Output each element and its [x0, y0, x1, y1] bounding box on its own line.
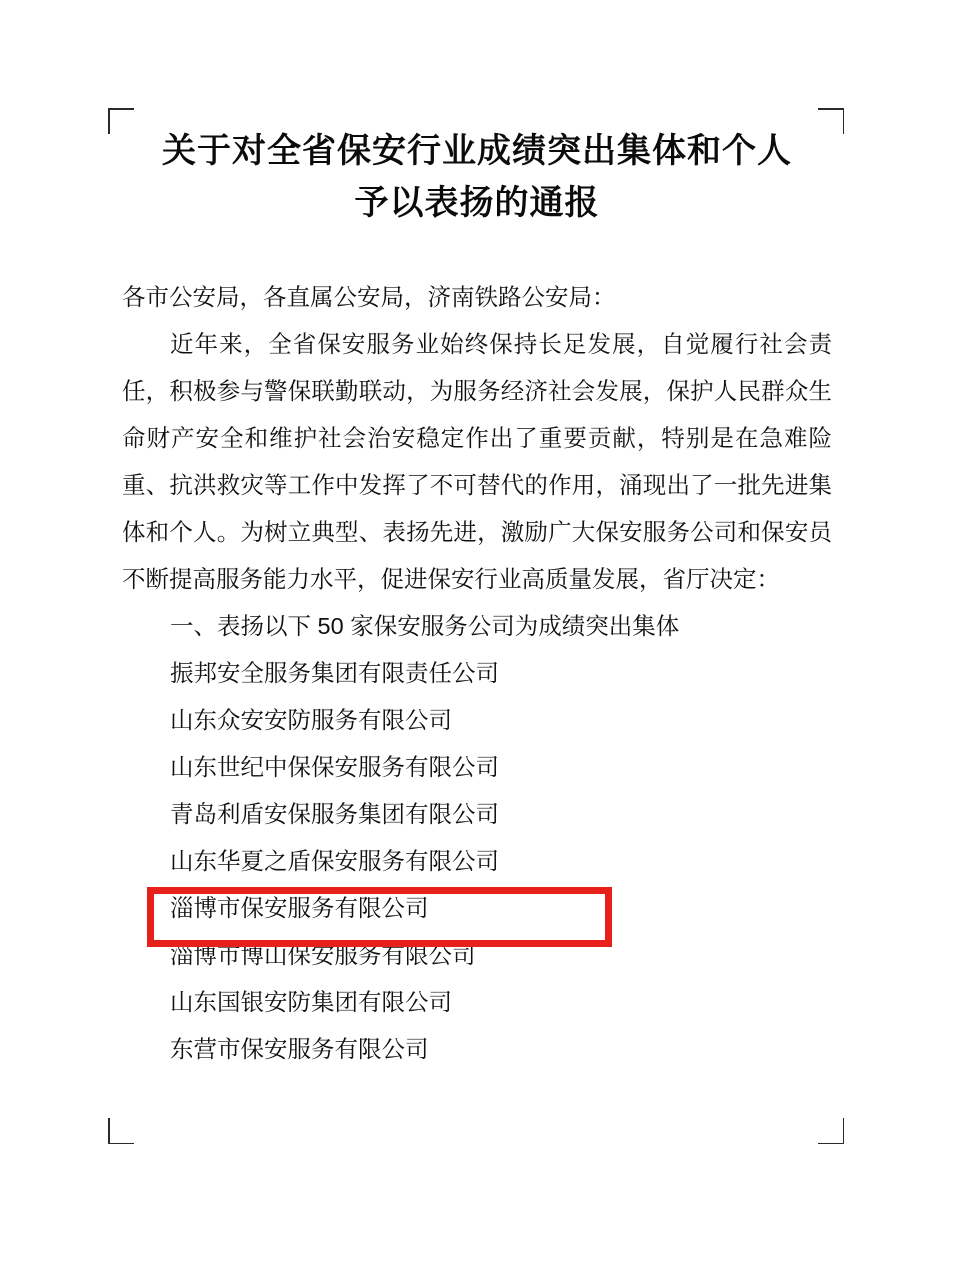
- crop-mark-bottom-right: [818, 1118, 844, 1144]
- list-item: 东营市保安服务有限公司: [170, 1036, 429, 1062]
- company-list: [122, 650, 832, 1073]
- list-item: 山东众安安防服务有限公司: [170, 707, 452, 733]
- salutation-line: 各市公安局，各直属公安局，济南铁路公安局：: [122, 284, 616, 310]
- list-item: 青岛利盾安保服务集团有限公司: [170, 801, 499, 827]
- highlighted-list-item-wrapper: [122, 885, 832, 932]
- list-item: 山东华夏之盾保安服务有限公司: [170, 848, 499, 874]
- list-item: 淄博市博山保安服务有限公司: [170, 942, 476, 968]
- list-item: 山东世纪中保保安服务有限公司: [170, 754, 499, 780]
- document-title: [122, 126, 832, 230]
- list-item-highlighted: 淄博市保安服务有限公司: [170, 895, 429, 921]
- document-title-line-1: 关于对全省保安行业成绩突出集体和个人: [162, 133, 792, 170]
- document-body: [122, 274, 832, 1073]
- document-content: [122, 126, 832, 1073]
- list-item: 振邦安全服务集团有限责任公司: [170, 660, 499, 686]
- body-paragraph-1: 近年来，全省保安服务业始终保持长足发展，自觉履行社会责任，积极参与警保联勤联动，为服务经济社会发展，保护人民群众生命财产安全和维护社会治安稳定作出了重要贡献，特别是在急难险重、抗洪救灾等工作中发挥了不可替代的作用，涌现出了一批先进集体和个人。为树立典型、表扬先进，激励广大保安服务公司和保安员不断提高服务能力水平，促进保安行业高质量发展，省厅决定：: [122, 331, 832, 592]
- section-heading-1: 一、表扬以下 50 家保安服务公司为成绩突出集体: [170, 613, 680, 639]
- crop-mark-bottom-left: [108, 1118, 134, 1144]
- list-item: 山东国银安防集团有限公司: [170, 989, 452, 1015]
- document-title-line-2: 予以表扬的通报: [354, 185, 600, 222]
